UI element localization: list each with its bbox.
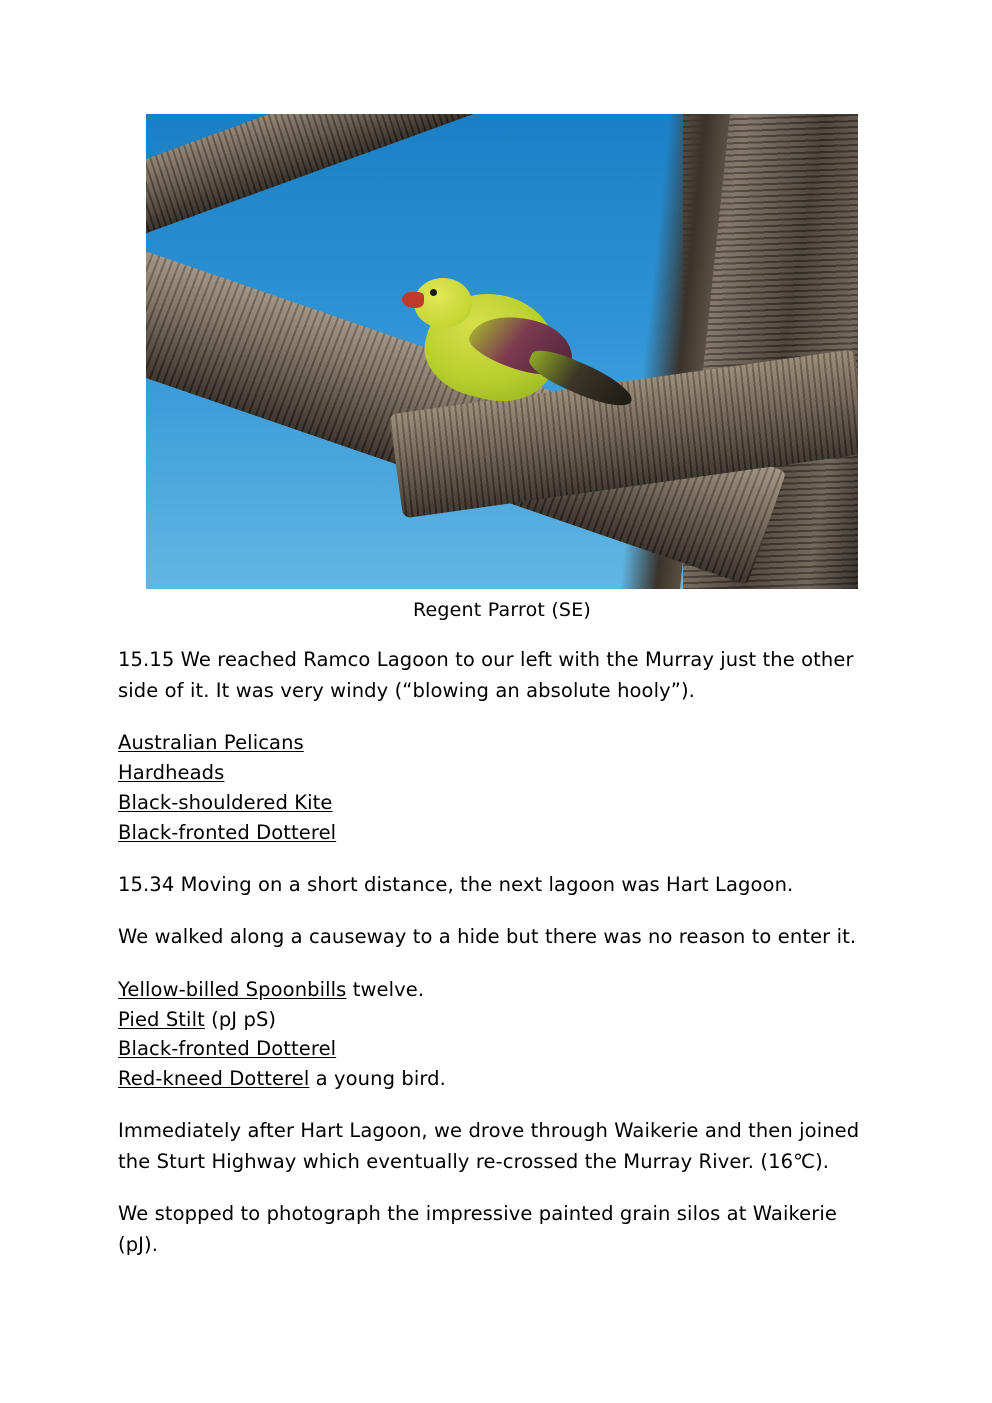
paragraph-ramco-lagoon: 15.15 We reached Ramco Lagoon to our left with the Murray just the other side of it. It was very windy (“blowing an absolute hooly”). [118,648,854,702]
species-note: twelve. [346,977,425,1001]
list-item [118,758,874,788]
document-body [118,645,874,1261]
species-name: Red-kneed Dotterel [118,1067,310,1091]
species-note: (pJ pS) [204,1007,277,1031]
species-name: Black-shouldered Kite [118,790,333,814]
species-name: Black-fronted Dotterel [118,1037,337,1061]
list-item [118,1005,874,1035]
parrot-eye [430,289,437,296]
species-name: Australian Pelicans [118,731,304,755]
paragraph-waikerie-sturt-highway: Immediately after Hart Lagoon, we drove through Waikerie and then joined the Sturt Highway which eventually re-crossed the Murray River. (16℃). [118,1119,860,1173]
figure-regent-parrot [146,114,858,621]
parrot-illustration [408,272,638,447]
paragraph-hart-lagoon: 15.34 Moving on a short distance, the next lagoon was Hart Lagoon. [118,872,794,896]
list-item [118,788,874,818]
list-item [118,728,874,758]
list-item [118,1034,874,1064]
page-content [118,114,874,1283]
species-list-hart [118,975,874,1094]
list-item [118,818,874,848]
parrot-beak [402,292,424,308]
paragraph-grain-silos: We stopped to photograph the impressive painted grain silos at Waikerie (pJ). [118,1202,837,1256]
species-name: Yellow-billed Spoonbills [118,977,347,1001]
species-note: a young bird. [309,1067,446,1091]
species-name: Pied Stilt [118,1007,205,1031]
species-name: Black-fronted Dotterel [118,820,337,844]
species-name: Hardheads [118,761,225,785]
species-list-ramco [118,728,874,847]
photo-regent-parrot [146,114,858,589]
tree-branch-upper-decoration [146,114,523,240]
figure-caption: Regent Parrot (SE) [412,599,592,621]
list-item [118,1064,874,1094]
paragraph-causeway-hide: We walked along a causeway to a hide but there was no reason to enter it. [118,925,857,949]
list-item [118,975,874,1005]
